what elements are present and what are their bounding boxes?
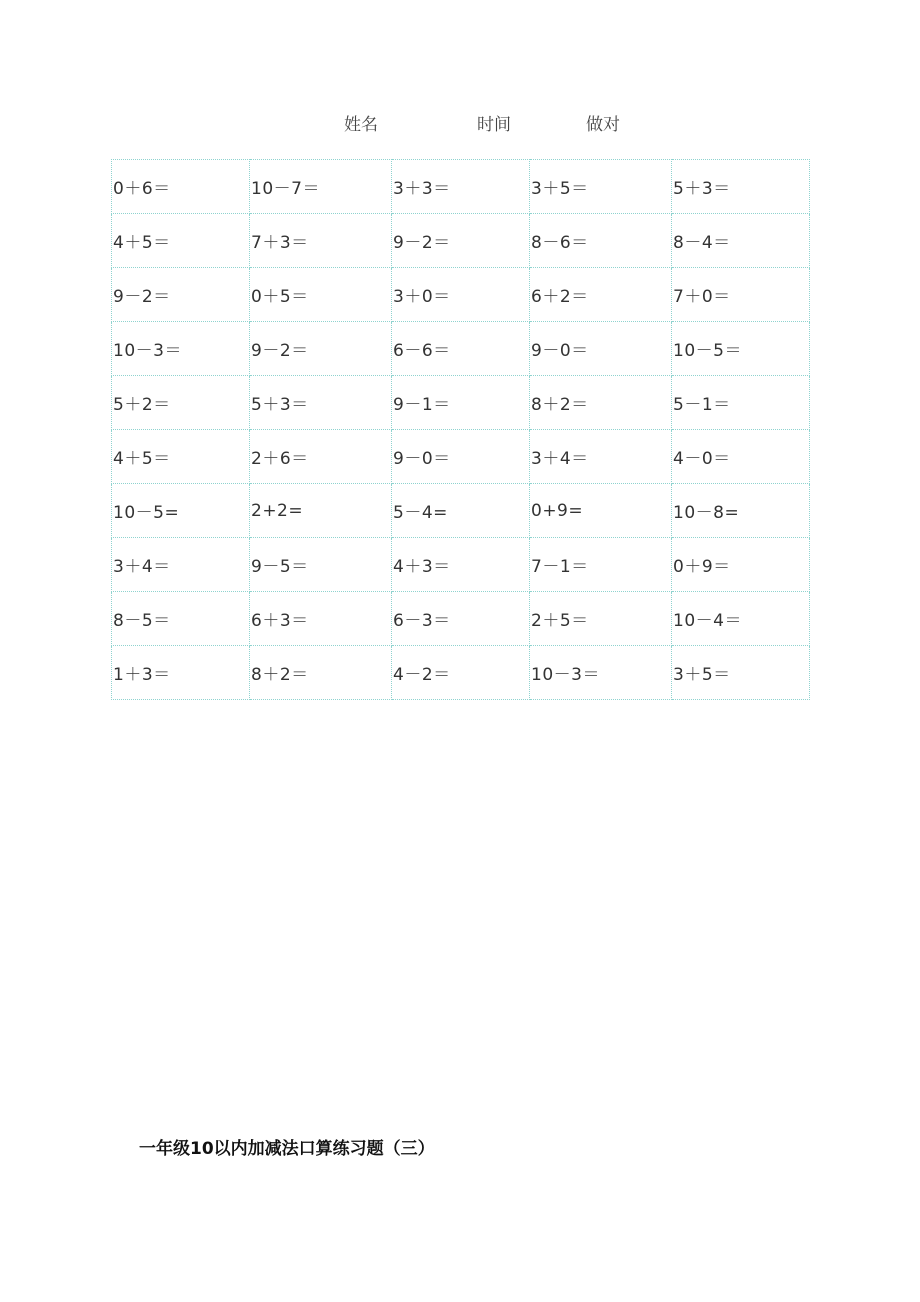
problem-cell: 3＋5＝	[672, 646, 810, 700]
problem-cell: 3＋4＝	[112, 538, 250, 592]
problem-cell: 8－5＝	[112, 592, 250, 646]
worksheet-header	[0, 110, 920, 140]
problem-cell: 10－7＝	[250, 160, 392, 214]
problem-row	[112, 268, 810, 322]
problem-cell: 4＋5＝	[112, 430, 250, 484]
problem-cell: 7＋0＝	[672, 268, 810, 322]
problem-cell: 10－5＝	[672, 322, 810, 376]
problem-cell: 0＋9＝	[672, 538, 810, 592]
problem-cell: 3＋4＝	[530, 430, 672, 484]
problem-cell: 10－5=	[112, 484, 250, 538]
problem-cell: 8－4＝	[672, 214, 810, 268]
problem-cell: 10－3＝	[530, 646, 672, 700]
problem-grid	[111, 159, 810, 700]
problem-cell: 6＋3＝	[250, 592, 392, 646]
problem-cell: 5＋3＝	[250, 376, 392, 430]
problem-cell: 9－2＝	[392, 214, 530, 268]
problem-cell: 2＋5＝	[530, 592, 672, 646]
problem-cell: 3＋3＝	[392, 160, 530, 214]
problem-cell: 9－1＝	[392, 376, 530, 430]
problem-cell: 9－2＝	[250, 322, 392, 376]
problem-row	[112, 538, 810, 592]
correct-count-label: 做对	[586, 115, 620, 135]
problem-cell: 6－6＝	[392, 322, 530, 376]
problem-cell: 5＋3＝	[672, 160, 810, 214]
problem-row	[112, 160, 810, 214]
problem-cell: 4－0＝	[672, 430, 810, 484]
problem-row	[112, 376, 810, 430]
problem-cell: 8＋2＝	[530, 376, 672, 430]
time-label: 时间	[477, 115, 511, 135]
problem-cell: 10－4＝	[672, 592, 810, 646]
problem-cell: 4－2＝	[392, 646, 530, 700]
problem-cell: 0+9=	[530, 484, 672, 538]
problem-cell: 7＋3＝	[250, 214, 392, 268]
problem-cell: 5＋2＝	[112, 376, 250, 430]
problem-cell: 5－1＝	[672, 376, 810, 430]
problem-cell: 4＋5＝	[112, 214, 250, 268]
problem-cell: 8＋2＝	[250, 646, 392, 700]
problem-cell: 6＋2＝	[530, 268, 672, 322]
problem-row	[112, 214, 810, 268]
problem-cell: 1＋3＝	[112, 646, 250, 700]
problem-row	[112, 646, 810, 700]
problem-cell: 9－0＝	[392, 430, 530, 484]
problem-cell: 10－8=	[672, 484, 810, 538]
problem-cell: 6－3＝	[392, 592, 530, 646]
problem-cell: 3＋5＝	[530, 160, 672, 214]
problem-cell: 9－2＝	[112, 268, 250, 322]
problem-cell: 5－4=	[392, 484, 530, 538]
problem-cell: 0＋5＝	[250, 268, 392, 322]
problem-cell: 9－5＝	[250, 538, 392, 592]
problem-cell: 10－3＝	[112, 322, 250, 376]
problem-cell: 4＋3＝	[392, 538, 530, 592]
problem-cell: 3＋0＝	[392, 268, 530, 322]
problem-cell: 8－6＝	[530, 214, 672, 268]
problem-cell: 9－0＝	[530, 322, 672, 376]
problem-row	[112, 430, 810, 484]
problem-cell: 2+2=	[250, 484, 392, 538]
problem-row	[112, 484, 810, 538]
name-label: 姓名	[344, 115, 378, 135]
problem-row	[112, 592, 810, 646]
problem-row	[112, 322, 810, 376]
problem-cell: 7－1＝	[530, 538, 672, 592]
exercise-title: 一年级10以内加减法口算练习题（三）	[139, 1139, 435, 1159]
problem-cell: 2＋6＝	[250, 430, 392, 484]
problem-cell: 0＋6＝	[112, 160, 250, 214]
